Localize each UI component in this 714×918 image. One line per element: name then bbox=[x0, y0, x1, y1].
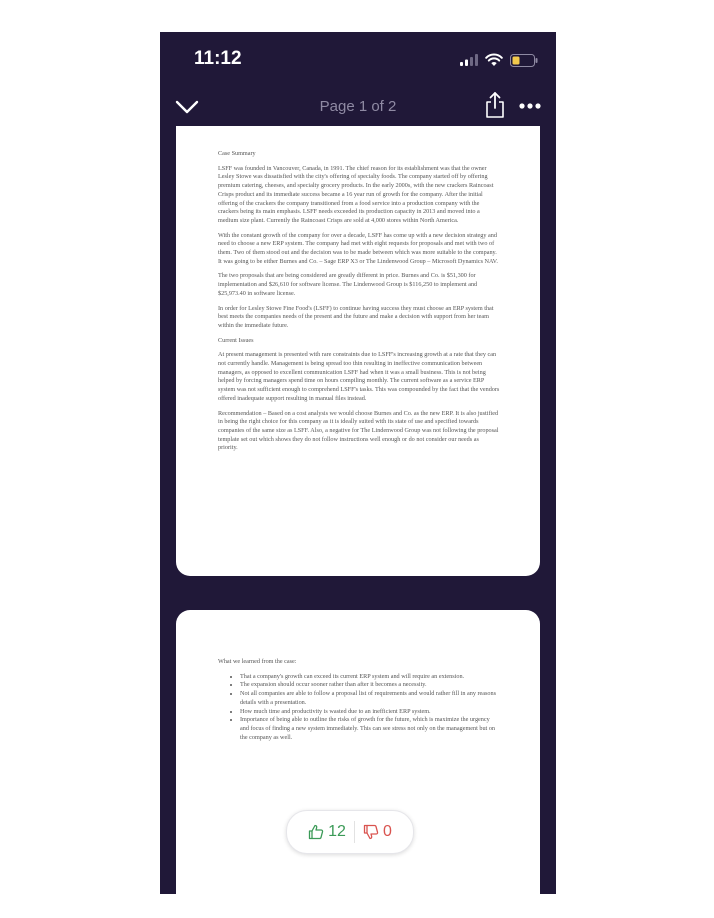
page-1-content bbox=[218, 150, 500, 459]
signal-icon bbox=[460, 54, 478, 66]
share-icon bbox=[484, 91, 506, 119]
document-page-1 bbox=[176, 126, 540, 576]
dislike-count: 0 bbox=[382, 823, 392, 840]
nav-bar bbox=[160, 90, 556, 126]
list-item: • How much time and productivity is wasted due to an inefficient ERP system. bbox=[240, 708, 500, 717]
case-summary-heading: Case Summary bbox=[218, 150, 256, 157]
reactions-divider bbox=[354, 821, 355, 843]
page-indicator: Page 1 of 2 bbox=[319, 98, 397, 115]
paragraph: Recommendation – Based on a cost analysis we would choose Burnes and Co. as the new ERP. It is also justified in being the right choice for this company as it is ideally suited with its state of use and specified towards companies of the same size as LSFF. Also, a negative for The Lindenwood Group was not following the proposal template set out which shows they do not follow instructions well enough or do not consider our needs as priority. bbox=[218, 409, 499, 452]
list-item: • The expansion should occur sooner rather than after it becomes a necessity. bbox=[240, 681, 500, 690]
paragraph: At present management is presented with rare constraints due to LSFF's increasing growth at a rate that they can not currently handle. Management is being spread too thin resulting in ineffective communication between managers, as opposed to excellent communication LSFF had when it was a small business. This is not being helped by forcing managers spend time on hours compiling monthly. The current software as a service ERP system was not sufficient enough to comprehend LSFF's tasks. This was compounded by the fact that the vendors offered inadequate support resulting in manual files instead. bbox=[218, 351, 500, 402]
status-time: 11:12 bbox=[194, 48, 242, 69]
wifi-icon bbox=[485, 53, 503, 67]
more-options-button[interactable] bbox=[516, 94, 544, 118]
thumbs-down-icon bbox=[363, 824, 379, 840]
thumbs-up-icon bbox=[308, 824, 324, 840]
more-horizontal-icon bbox=[516, 94, 544, 118]
page-2-content bbox=[218, 658, 500, 742]
paragraph: With the constant growth of the company for over a decade, LSFF has come up with a new decision strategy and need to choose a new ERP system. The company had met with eight requests for proposals and met with two of them. Two of them stood out and the decision was to be made between which was more suitable to the company. It was going to be either Burnes and Co. – Sage ERP X3 or The Lindenwood Group – Microsoft Dynamics NAV. bbox=[218, 231, 498, 265]
dislike-button[interactable] bbox=[363, 823, 392, 841]
list-item: • Importance of being able to outline the risks of growth for the future, which is maximize the urgency and focus of finding a new system immediately. This can see stress not only on the management but on the company as well. bbox=[240, 716, 500, 742]
paragraph: The two proposals that are being considered are greatly different in price. Burnes and Co. is $51,300 for implementation and $26,610 for software license. The Lindenwood Group is $116,250 to implement and $25,973.40 in software license. bbox=[218, 272, 478, 297]
list-item: • Not all companies are able to follow a proposal list of requirements and would rather fill in any reasons details with a presentation. bbox=[240, 690, 500, 707]
paragraph: In order for Lesley Stowe Fine Food's (LSFF) to continue having success they must choose an ERP system that best meets the companies needs of the present and the future and make a decision with support from her team within the immediate future. bbox=[218, 304, 494, 329]
lessons-heading: What we learned from the case: bbox=[218, 658, 297, 665]
reactions-pill bbox=[286, 810, 414, 854]
status-icons bbox=[460, 50, 538, 70]
like-button[interactable] bbox=[308, 823, 346, 841]
phone-screen bbox=[160, 32, 556, 894]
lessons-list bbox=[218, 673, 500, 743]
battery-icon bbox=[510, 54, 538, 67]
paragraph: LSFF was founded in Vancouver, Canada, in 1991. The chief reason for its establishment was that the owner Lesley Stowe was dissatisfied with the city's offering of specialty foods. The company started off by offering premium catering, cheeses, and specialty grocery products. In the early 2000s, with the new crackers Raincoast Crisps product and its immediate success became a 16 year run of growth for the company. After the initial offering of the crackers the company transitioned from a food service into a production company with the crackers being its main emphasis. LSFF needs exceeded its production capacity in 2013 and moved into a medium size plant. Currently the Raincoast Crisps are sold at 4,000 stores within North America. bbox=[218, 164, 494, 224]
home-indicator bbox=[288, 880, 428, 885]
status-bar bbox=[160, 32, 556, 90]
current-issues-heading: Current Issues bbox=[218, 336, 254, 344]
list-item: • That a company's growth can exceed its current ERP system and will require an extension. bbox=[240, 673, 500, 682]
share-button[interactable] bbox=[484, 91, 506, 119]
like-count: 12 bbox=[328, 823, 346, 840]
